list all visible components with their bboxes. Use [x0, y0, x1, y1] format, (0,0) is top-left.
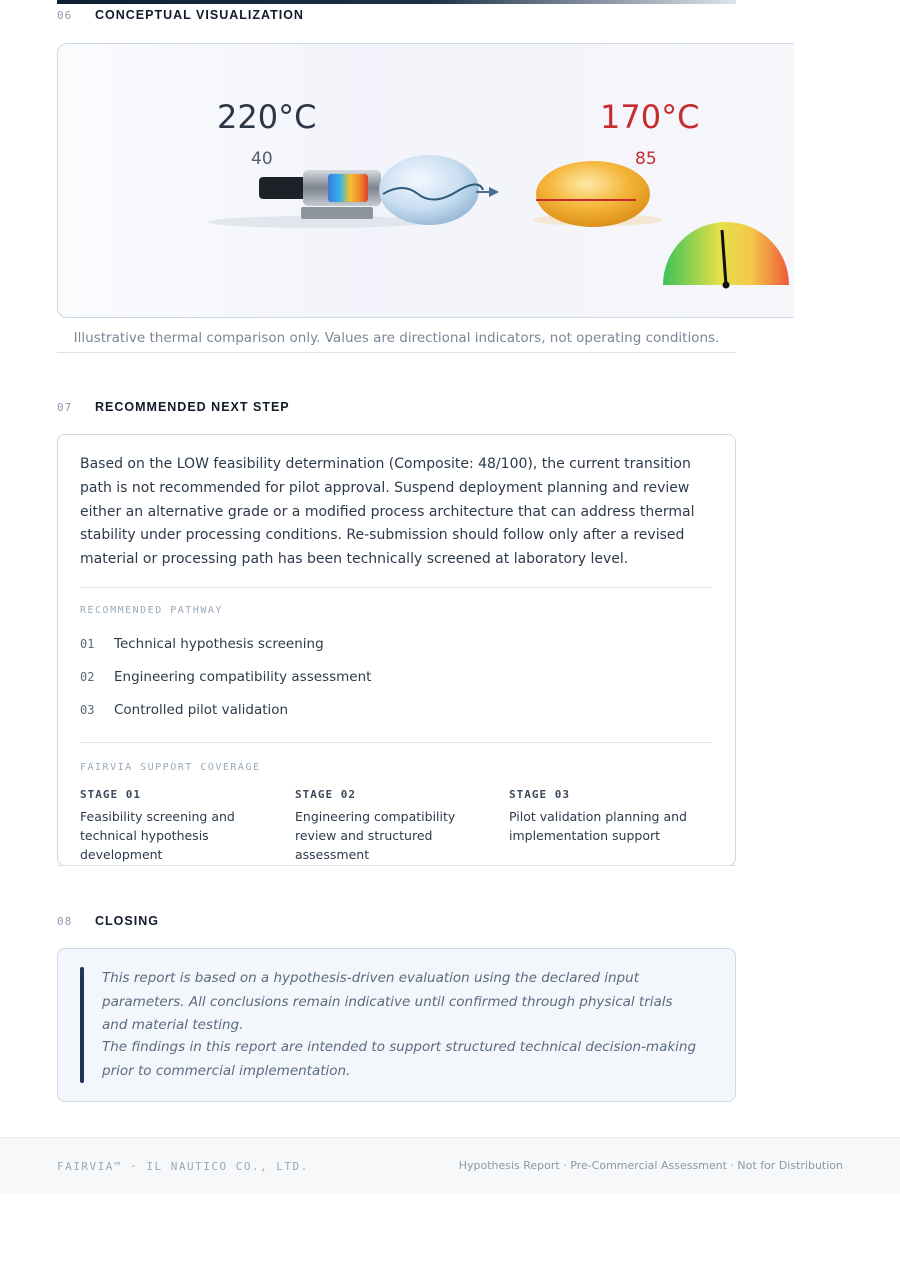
flow-arrowhead — [489, 187, 499, 197]
footer-company: FAIRVIA™ · IL NAUTICO CO., LTD. — [57, 1160, 309, 1173]
amber-pellet — [536, 161, 650, 227]
left-value: 40 — [251, 149, 273, 169]
right-temperature: 170°C — [600, 98, 700, 136]
divider — [80, 587, 712, 588]
divider — [57, 865, 736, 866]
pathway-number: 01 — [80, 637, 95, 651]
pathway-number: 03 — [80, 703, 95, 717]
section-title: CLOSING — [95, 914, 159, 928]
pathway-item: Controlled pilot validation — [114, 702, 289, 718]
next-step-card — [57, 434, 736, 866]
pathway-label: RECOMMENDED PATHWAY — [80, 605, 223, 616]
page-footer — [0, 1137, 900, 1193]
right-value: 85 — [635, 149, 657, 169]
coverage-label: FAIRVIA SUPPORT COVERAGE — [80, 762, 261, 773]
gauge-pivot — [723, 282, 730, 289]
footer-notice: Hypothesis Report · Pre-Commercial Assessment · Not for Distribution — [458, 1159, 843, 1172]
stage-description: Pilot validation planning and implementation support — [509, 809, 687, 843]
heater-bands — [328, 174, 368, 202]
stage-label: STAGE 01 — [80, 788, 141, 801]
pathway-item: Technical hypothesis screening — [114, 636, 324, 652]
section-number: 07 — [57, 401, 73, 414]
top-accent-bar — [57, 0, 736, 4]
pathway-number: 02 — [80, 670, 95, 684]
pathway-item: Engineering compatibility assessment — [114, 669, 372, 685]
closing-note — [57, 948, 736, 1102]
stage-label: STAGE 02 — [295, 788, 356, 801]
section-number: 06 — [57, 9, 73, 22]
stage-description: Feasibility screening and technical hypothesis development — [80, 809, 235, 862]
nozzle — [259, 177, 307, 199]
extruder-base — [301, 207, 373, 219]
visualization-caption: Illustrative thermal comparison only. Values are directional indicators, not operating conditions. — [73, 330, 720, 346]
section-title: RECOMMENDED NEXT STEP — [95, 400, 290, 414]
recommendation-paragraph: Based on the LOW feasibility determination (Composite: 48/100), the current transition path is not recommended for pilot approval. Suspend deployment planning and review either an alternative grade or a modified process architecture that can address thermal stability under processing conditions. Re-submission should follow only after a revised material or processing path has been technically screened at laboratory level. — [80, 456, 695, 568]
thermal-visualization — [57, 43, 794, 318]
section-title: CONCEPTUAL VISUALIZATION — [95, 8, 304, 22]
closing-paragraph: The findings in this report are intended to support structured technical decision-making prior to commercial implementation. — [102, 1039, 697, 1079]
quote-bar — [80, 967, 84, 1083]
left-temperature: 220°C — [217, 98, 317, 136]
closing-paragraph: This report is based on a hypothesis-driven evaluation using the declared input parameters. All conclusions remain indicative until confirmed through physical trials and material testing. — [102, 970, 673, 1033]
divider — [57, 352, 736, 353]
process-illustration — [58, 44, 794, 317]
section-number: 08 — [57, 915, 73, 928]
divider — [80, 742, 712, 743]
stage-label: STAGE 03 — [509, 788, 570, 801]
stage-description: Engineering compatibility review and structured assessment — [295, 809, 456, 862]
